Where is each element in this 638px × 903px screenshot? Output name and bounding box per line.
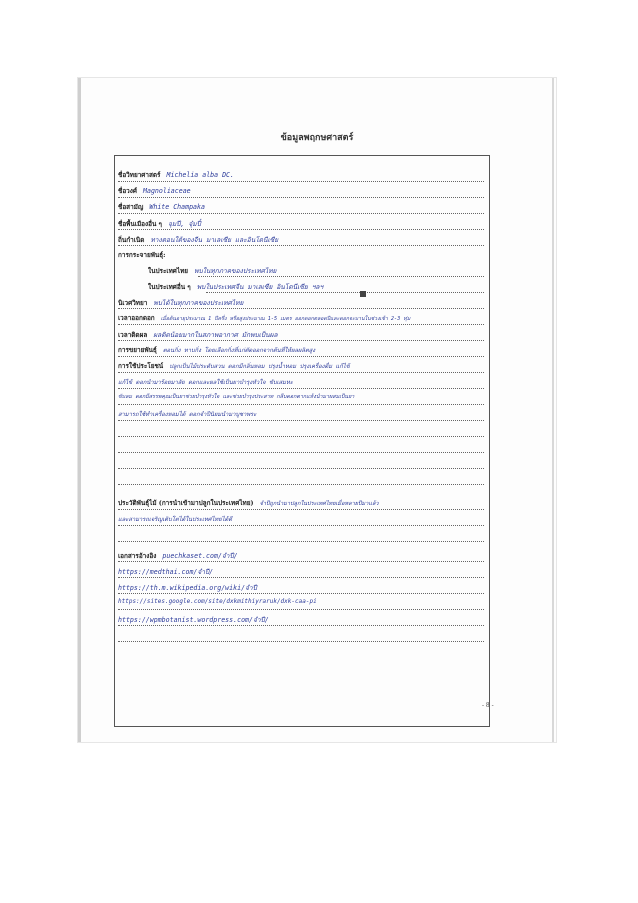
dotted-line xyxy=(118,213,484,214)
family-label: ชื่อวงศ์ xyxy=(118,187,137,195)
dotted-line xyxy=(206,292,484,293)
dotted-line xyxy=(118,509,484,510)
scanned-page xyxy=(78,78,556,742)
dotted-line xyxy=(118,388,484,389)
reference-item-5: https://wpmbotanist.wordpress.com/จำปี/ xyxy=(118,616,269,624)
references-label: เอกสารอ้างอิง xyxy=(118,552,157,560)
dotted-line xyxy=(118,356,484,357)
reference-item-1: puechkaset.com/จำปี/ xyxy=(162,552,238,560)
utilization-label: การใช้ประโยชน์ xyxy=(118,362,164,370)
dotted-line xyxy=(118,484,484,485)
dotted-line xyxy=(118,525,484,526)
other-countries-value: พบในประเทศจีน มาเลเซีย อินโดนีเซีย ฯลฯ xyxy=(196,283,324,291)
local-name-label: ชื่อพื้นเมืองอื่น ๆ xyxy=(118,220,162,228)
fruiting-value: ผลติดน้อยมากในสภาพอากาศ มักพบเป็นผล xyxy=(153,331,278,339)
dotted-line xyxy=(118,436,484,437)
utilization-line-3: ขับลม ดอกมีสรรพคุณเป็นยาช่วยบำรุงหัวใจ และช่วยบำรุงประสาท กลีบดอกตากแห้งนำมาผสมเป็นยา xyxy=(118,394,355,400)
distribution-label: การกระจายพันธุ์: xyxy=(118,251,166,259)
history-label: ประวัติพันธุ์ไม้ (การนำเข้ามาปลูกในประเทศไทย) xyxy=(118,499,254,507)
field-distribution xyxy=(118,250,486,262)
dotted-line xyxy=(118,340,484,341)
dotted-line xyxy=(118,308,484,309)
ecology-label: นิเวศวิทยา xyxy=(118,299,148,307)
dotted-line xyxy=(118,561,484,562)
fruiting-label: เวลาติดผล xyxy=(118,331,148,339)
dotted-line xyxy=(118,324,484,325)
local-name-value: จุมปี, จุ๋มปี๋ xyxy=(168,220,201,228)
other-countries-label: ในประเทศอื่น ๆ xyxy=(148,283,191,291)
dotted-line xyxy=(118,625,484,626)
page-number: - 8 - xyxy=(482,702,494,709)
dotted-line xyxy=(118,372,484,373)
dotted-line xyxy=(118,577,484,578)
utilization-line-4: สามารถใช้ทำเครื่องหอมได้ ดอกจำปีนิยมนำมาบูชาพระ xyxy=(118,412,257,418)
in-thailand-value: พบในทุกภาคของประเทศไทย xyxy=(194,267,277,275)
utilization-line-1: ปลูกเป็นไม้ประดับสวน ดอกมีกลิ่นหอม ปรุงน้ำหอม ปรุงเครื่องดื่ม แก้ไข้ xyxy=(169,364,350,370)
utilization-line-2: แก้ไข้ ดอกนำมาร้อยมาลัย ดอกและผลใช้เป็นยาบำรุงหัวใจ ขับเสมหะ xyxy=(118,380,293,386)
reference-item-2: https://medthai.com/จำปี/ xyxy=(118,568,214,576)
in-thailand-label: ในประเทศไทย xyxy=(148,267,189,275)
origin-label: ถิ่นกำเนิด xyxy=(118,236,145,244)
dotted-line xyxy=(118,181,484,182)
dotted-line xyxy=(118,468,484,469)
dotted-line xyxy=(118,197,484,198)
reference-item-3: https://th.m.wikipedia.org/wiki/จำปี xyxy=(118,584,257,592)
flowering-label: เวลาออกดอก xyxy=(118,314,155,322)
scan-edge-right xyxy=(552,78,554,742)
scan-edge-left xyxy=(78,78,81,742)
origin-value: ทางตอนใต้ของจีน มาเลเซีย และอินโดนีเซีย xyxy=(150,236,279,244)
dotted-line xyxy=(118,229,484,230)
dotted-line xyxy=(118,541,484,542)
family-value: Magnoliaceae xyxy=(143,187,191,195)
dotted-line xyxy=(118,609,484,610)
common-name-label: ชื่อสามัญ xyxy=(118,203,144,211)
propagation-value: ตอนกิ่ง ทาบกิ่ง โดยเลือกกิ่งที่แก่ตัดออกจากต้นที่ให้ผลผลิตสูง xyxy=(162,348,316,354)
history-line-1: จำปีถูกนำมาปลูกในประเทศไทยเมื่อหลายปีมาแล้ว xyxy=(259,501,379,507)
dotted-line xyxy=(118,641,484,642)
dotted-line xyxy=(198,276,484,277)
scientific-name-value: Michelia alba DC. xyxy=(166,171,234,179)
propagation-label: การขยายพันธุ์ xyxy=(118,346,157,354)
common-name-value: White Champaka xyxy=(149,203,205,211)
dotted-line xyxy=(118,593,484,594)
scientific-name-label: ชื่อวิทยาศาสตร์ xyxy=(118,171,161,179)
history-line-2: และสามารถเจริญเติบโตได้ในประเทศไทยได้ดี xyxy=(118,517,233,523)
flowering-value: เมื่อต้นอายุประมาณ 1 ปีครึ่ง หรือสูงประมาณ 1-5 เมตร ออกดอกตลอดปีและดอกจะบานในช่วงเช้า 2-3 ทุ่ม xyxy=(160,316,411,322)
dotted-line xyxy=(118,245,484,246)
reference-item-4: https://sites.google.com/site/dxkmithiyraruk/dxk-caa-pi xyxy=(118,598,317,605)
dotted-line xyxy=(118,452,484,453)
dotted-line xyxy=(118,404,484,405)
ecology-value: พบได้ในทุกภาคของประเทศไทย xyxy=(153,299,244,307)
dotted-line xyxy=(118,420,484,421)
page-title: ข้อมูลพฤกษศาสตร์ xyxy=(280,133,354,143)
